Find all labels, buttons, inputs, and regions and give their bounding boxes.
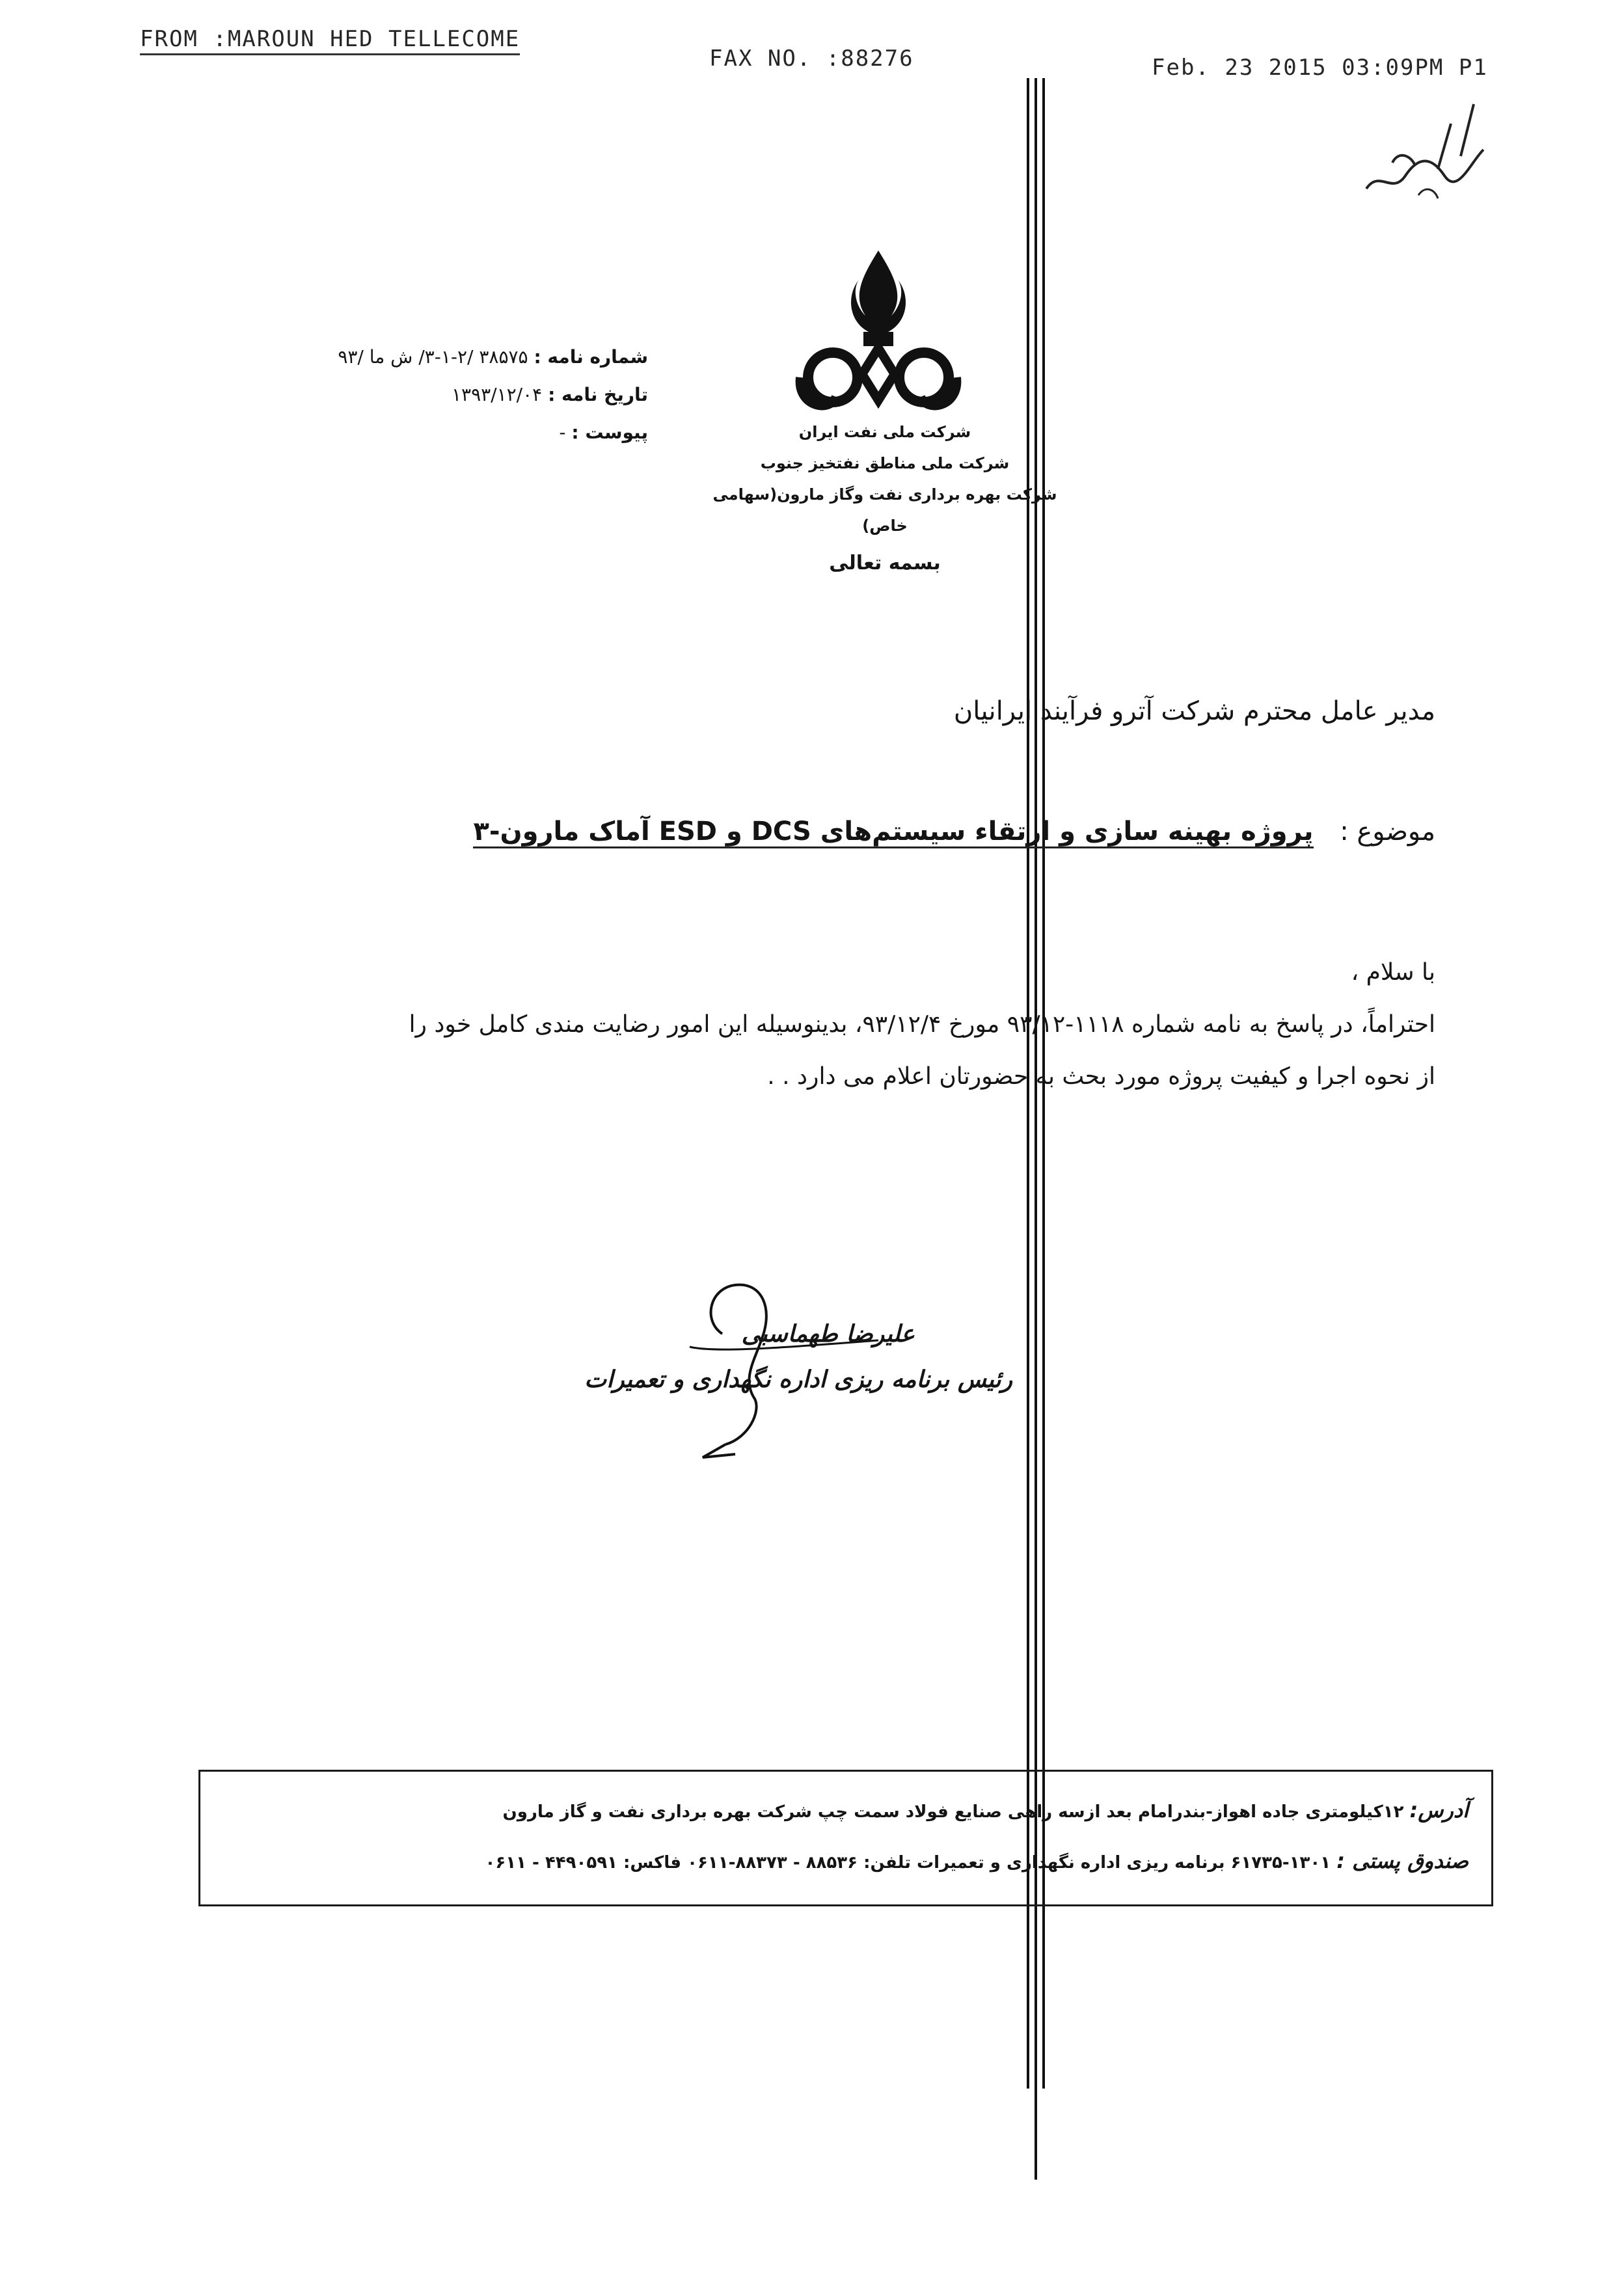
nioc-logo [791,244,966,420]
addressee: مدیر عامل محترم شرکت آترو فرآیند ایرانیان [953,696,1435,726]
bismillah: بسمه تعالی [829,552,941,575]
org-line-1: شرکت ملی نفت ایران [798,423,971,441]
address-line [503,1798,1468,1822]
letter-date-value: ۱۳۹۳/۱۲/۰۴ [452,384,543,405]
letter-attachment-label: پیوست : [571,422,648,443]
postal-text: ۱۳۰۱-۶۱۷۳۵ برنامه ریزی اداره نگهداری و تعمیرات تلفن: ۸۸۵۳۶ - ۸۸۳۷۳-۰۶۱۱ فاکس: ۴۴۹۰۵۹۱ - ۰۶۱۱ [485,1853,1331,1873]
letter-number-label: شماره نامه : [534,346,648,368]
signatory-title: رئیس برنامه ریزی اداره نگهداری و تعمیرات [584,1366,1012,1393]
fax-from-line: FROM :MAROUN HED TELLECOME [140,26,520,55]
postal-label: صندوق پستی : [1336,1848,1468,1873]
fax-datetime: Feb. 23 2015 03:09PM P1 [1152,55,1488,81]
org-line-2: شرکت ملی مناطق نفتخیز جنوب [760,454,1010,472]
subject-label: موضوع : [1340,817,1435,846]
letter-attachment-value: - [559,422,566,443]
letter-number-row [258,338,648,376]
letter-body [290,947,1435,1103]
address-box [198,1770,1493,1906]
letter-date-label: تاریخ نامه : [548,384,648,405]
signatory-name: علیرضا طهماسبی [741,1321,915,1347]
subject-text: پروژه بهینه سازی و ارتقاء سیستم‌های DCS و ESD آماک مارون-۳ [473,817,1313,848]
letter-number-value: ۳۸۵۷۵ /۲-۱-۳/ ش ما /۹۳ [338,346,528,368]
letter-meta [258,338,648,452]
subject-line [473,817,1435,846]
letter-date-row [258,376,648,414]
fax-number: FAX NO. :88276 [709,46,914,72]
postal-line [485,1848,1468,1873]
body-line-2: از نحوه اجرا و کیفیت پروژه مورد بحث به حضورتان اعلام می دارد . . [767,1063,1435,1090]
handwritten-note [1353,98,1490,215]
organization-block [690,416,1080,579]
letter-attachment-row [258,414,648,452]
address-label: آدرس: [1409,1798,1468,1822]
handwritten-signature [664,1249,911,1464]
greeting: با سلام ، [1351,959,1435,986]
address-text: ۱۲کیلومتری جاده اهواز-بندرامام بعد ازسه راهی صنایع فولاد سمت چپ شرکت بهره برداری نفت و گاز مارون [502,1802,1404,1822]
body-line-1: احتراماً، در پاسخ به نامه شماره ۱۱۱۸-۹۳/۱۲ مورخ ۹۳/۱۲/۴، بدینوسیله این امور رضایت مندی کامل خود را [409,1011,1435,1038]
org-line-3: شرکت بهره برداری نفت وگاز مارون(سهامی خاص) [712,485,1057,535]
